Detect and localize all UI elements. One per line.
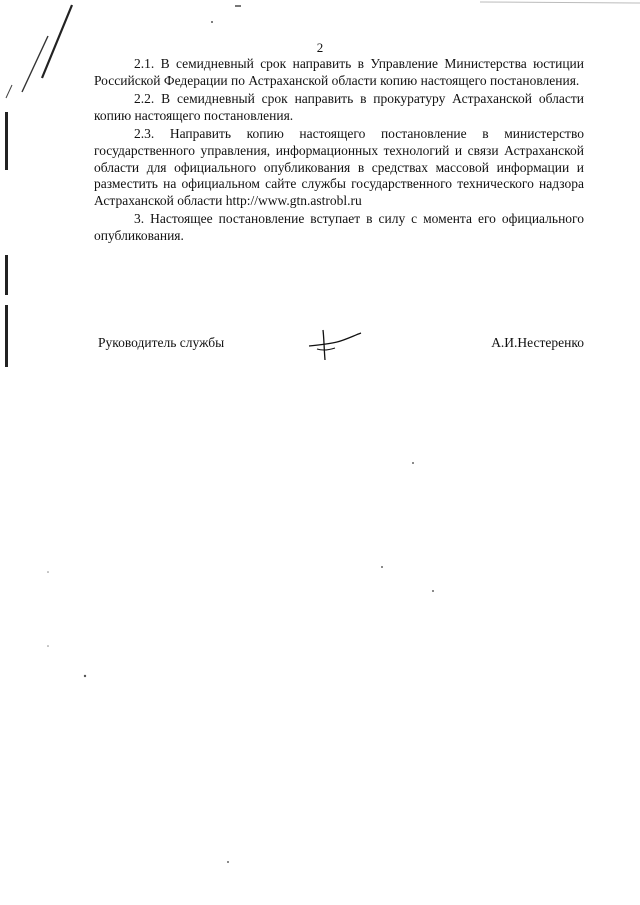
handwritten-signature: [305, 324, 365, 364]
scan-dot-5: [432, 590, 434, 592]
paragraph-2-1: 2.1. В семидневный срок направить в Управление Министерства юстиции Российской Федерации по Астраханской области копию настоящего постановления.: [94, 56, 584, 88]
scan-stroke-small: [6, 85, 12, 98]
paragraph-3: 3. Настоящее постановление вступает в силу с момента его официального опубликования.: [94, 211, 584, 243]
scan-dot-9: [47, 645, 49, 647]
scan-dot-3: [412, 462, 414, 464]
signatory-name: А.И.Нестеренко: [491, 335, 584, 350]
paragraph-2-2: 2.2. В семидневный срок направить в прокуратуру Астраханской области копию настоящего постановления.: [94, 91, 584, 123]
paragraph-2-3: 2.3. Направить копию настоящего постановление в министерство государственного управления, информационных технологий и связи Астраханской области для официального опубликования в средствах массовой информации и разместить на официальном сайте службы государственного технического надзора Астраханской области http://www.gtn.astrobl.ru: [94, 126, 584, 208]
scan-dot-4: [381, 566, 383, 568]
scan-dot-1: [235, 5, 241, 7]
scan-top-edge: [480, 2, 640, 3]
scan-margin-bar-1: [5, 112, 8, 170]
signatory-role: Руководитель службы: [98, 335, 225, 350]
page-number: 2: [316, 40, 324, 55]
scan-dot-2: [211, 21, 213, 23]
document-body: [94, 56, 584, 247]
scan-margin-bar-2: [5, 255, 8, 295]
scan-dot-6: [84, 675, 86, 677]
scan-margin-bar-3: [5, 305, 8, 367]
scan-dot-7: [227, 861, 229, 863]
scan-dot-8: [47, 571, 49, 573]
